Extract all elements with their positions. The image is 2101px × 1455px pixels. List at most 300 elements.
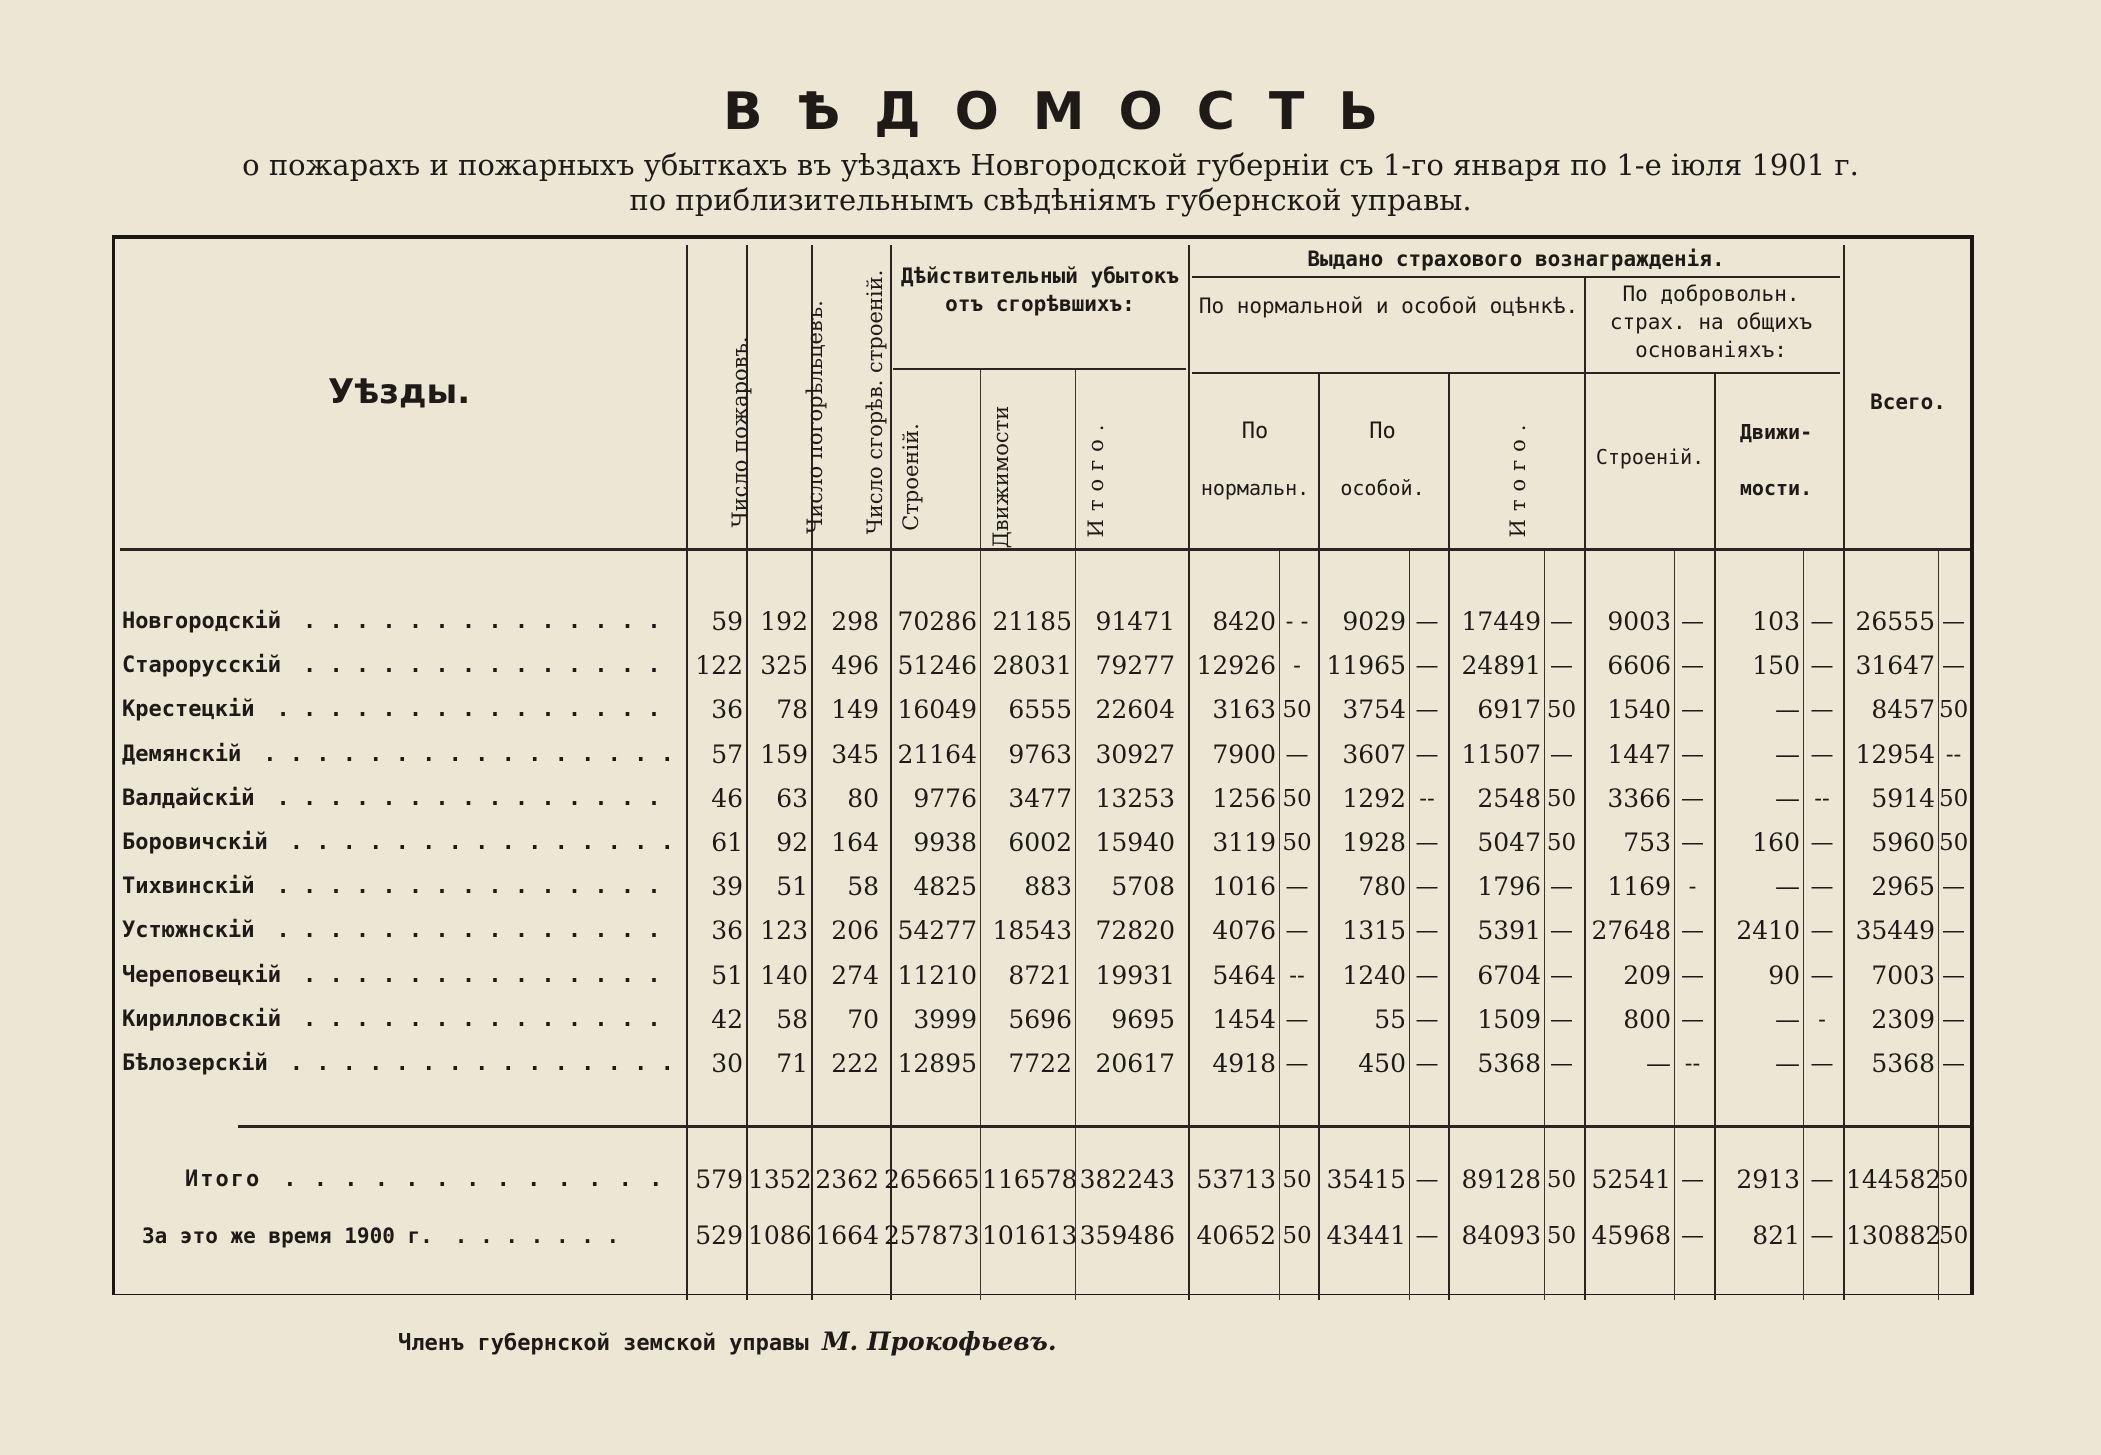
table-cell: — — [1775, 739, 1800, 769]
table-cell: 5696 — [1008, 1004, 1072, 1034]
table-cell: 160 — [1752, 828, 1800, 857]
signature-label: Членъ губернской земской управы — [398, 1331, 809, 1356]
table-cell: 53713 — [1196, 1165, 1276, 1194]
table-cell: 28031 — [992, 651, 1072, 681]
table-cell: 298 — [831, 607, 879, 636]
table-cell: -- — [1945, 741, 1962, 768]
leader-dots: . . . . . . . . . . . . . . . — [289, 1051, 674, 1076]
table-cell: 1352 — [748, 1165, 812, 1194]
table-cell: 92 — [776, 828, 808, 857]
table-cell: 71 — [776, 1049, 808, 1078]
header-vol-movables-2: мости. — [1739, 476, 1813, 500]
leader-dots: . . . . . . . . . . . . . . — [302, 653, 661, 679]
table-cell: 50 — [1282, 830, 1312, 856]
table-cell: 9003 — [1607, 607, 1671, 636]
table-cell: 18543 — [992, 916, 1072, 946]
table-cell: 72820 — [1095, 916, 1175, 946]
table-cell: 63 — [776, 783, 808, 813]
table-cell: — — [1415, 1051, 1439, 1077]
column-rule — [980, 370, 981, 1300]
table-cell: — — [1775, 695, 1800, 725]
row-label — [122, 784, 682, 814]
table-cell: 2548 — [1477, 783, 1541, 813]
table-cell: 54277 — [897, 916, 977, 946]
table-cell: 79277 — [1095, 651, 1175, 681]
table-cell: 50 — [1546, 697, 1577, 724]
leader-dots: . . . . . . . . . . . . . . . — [276, 697, 661, 723]
table-cell: — — [1681, 653, 1704, 680]
header-vol-buildings: Строеній. — [1595, 445, 1705, 469]
table-cell: — — [1810, 609, 1834, 635]
table-cell: - — [1818, 1006, 1826, 1033]
table-cell: — — [1550, 1006, 1573, 1033]
table-cell: — — [1681, 741, 1704, 768]
subtitle-line-1: о пожарахъ и пожарныхъ убыткахъ въ уѣздахъ Новгородской губерніи съ 1-го января по 1-е іюля 1901 г. — [242, 148, 1859, 182]
rule-above-totals — [238, 1125, 1970, 1128]
table-cell: 4918 — [1212, 1049, 1276, 1078]
table-cell: 20617 — [1095, 1049, 1175, 1078]
header-loss-buildings: Строеній. — [899, 423, 923, 531]
table-cell: 274 — [831, 960, 879, 990]
table-cell: 1169 — [1607, 872, 1671, 902]
table-cell: 61 — [711, 828, 743, 857]
table-cell: — — [1415, 918, 1439, 945]
table-cell: 5368 — [1871, 1049, 1935, 1078]
header-po-1: По — [1241, 419, 1269, 444]
table-cell: 9695 — [1111, 1004, 1175, 1034]
table-cell: 123 — [760, 916, 808, 946]
table-cell: -- — [1814, 785, 1830, 812]
table-cell: — — [1415, 1006, 1439, 1033]
table-cell: 7900 — [1212, 739, 1276, 769]
table-cell: 70286 — [897, 607, 977, 636]
header-voluntary: По добровольн. страх. на общихъ основаніяхъ: — [1609, 282, 1813, 362]
column-rule — [1843, 245, 1845, 1300]
table-cell: 1664 — [815, 1221, 879, 1250]
table-cell: 12895 — [897, 1049, 977, 1078]
table-cell: 5391 — [1477, 916, 1541, 946]
table-cell: 6704 — [1477, 960, 1541, 990]
table-cell: 1454 — [1212, 1004, 1276, 1034]
table-cell: — — [1415, 1167, 1439, 1193]
table-cell: 116578 — [982, 1165, 1078, 1194]
table-cell: — — [1810, 697, 1834, 724]
column-rule — [1188, 245, 1190, 1300]
table-cell: 55 — [1374, 1004, 1406, 1034]
table-cell: 345 — [831, 739, 879, 769]
district-name: Кирилловскій — [122, 1006, 281, 1032]
table-cell: 58 — [847, 872, 879, 902]
row-label — [185, 1165, 745, 1195]
table-cell: — — [1681, 1167, 1704, 1193]
leader-dots: . . . . . . . . . . . . . . . . — [263, 741, 674, 767]
table-cell: — — [1810, 653, 1834, 680]
row-label — [142, 1221, 702, 1251]
table-cell: 257873 — [884, 1221, 980, 1250]
table-cell: — — [1681, 1006, 1704, 1033]
signature-person: М. Прокофьевъ. — [821, 1327, 1057, 1356]
table-cell: 12954 — [1855, 739, 1935, 769]
leader-dots: . . . . . . . . . . . . . . . — [276, 874, 661, 900]
table-cell: — — [1942, 918, 1965, 945]
leader-dots: . . . . . . . . . . . . . . — [302, 1006, 661, 1032]
table-cell: — — [1285, 1051, 1309, 1077]
table-cell: 91471 — [1095, 607, 1175, 636]
header-victims: Число погорѣльцевъ. — [803, 300, 827, 534]
table-cell: 9776 — [913, 783, 977, 813]
table-cell: — — [1646, 1049, 1671, 1078]
table-cell: 1292 — [1342, 783, 1406, 813]
district-name: Итого — [185, 1167, 262, 1192]
header-vol-movables-1: Движи- — [1739, 420, 1813, 444]
table-cell: 821 — [1752, 1221, 1800, 1250]
table-cell: 50 — [1939, 785, 1969, 812]
district-name: Крестецкій — [122, 697, 255, 723]
table-cell: 3477 — [1008, 783, 1072, 813]
table-cell: 159 — [760, 739, 808, 769]
table-cell: 7722 — [1008, 1049, 1072, 1078]
table-cell: 753 — [1623, 828, 1671, 857]
table-cell: — — [1810, 1051, 1834, 1077]
leader-dots: . . . . . . . . . . . . . . . — [276, 918, 661, 944]
table-cell: — — [1681, 785, 1704, 812]
table-cell: 58 — [776, 1004, 808, 1034]
district-name: Устюжнскій — [122, 918, 255, 944]
table-cell: 101613 — [982, 1221, 1078, 1250]
table-cell: — — [1942, 962, 1965, 989]
table-cell: 4076 — [1212, 916, 1276, 946]
table-cell: 6002 — [1008, 828, 1072, 857]
table-cell: — — [1810, 830, 1834, 856]
table-cell: 1447 — [1607, 739, 1671, 769]
table-cell: 22604 — [1095, 695, 1175, 725]
table-cell: 883 — [1024, 872, 1072, 902]
table-cell: — — [1681, 609, 1704, 635]
table-cell: 450 — [1358, 1049, 1406, 1078]
rule-header-bottom — [120, 548, 1970, 551]
table-cell: 11507 — [1461, 739, 1541, 769]
table-cell: 1086 — [748, 1221, 812, 1250]
table-cell: 140 — [760, 960, 808, 990]
table-cell: — — [1415, 653, 1439, 680]
table-cell: 3754 — [1342, 695, 1406, 725]
table-cell: 7003 — [1871, 960, 1935, 990]
leader-dots: . . . . . . . . . . . . . . — [302, 962, 661, 988]
column-rule — [890, 245, 892, 1300]
table-cell: 1509 — [1477, 1004, 1541, 1034]
table-cell: 2410 — [1736, 916, 1800, 946]
table-cell: -- — [1419, 785, 1435, 812]
table-cell: — — [1681, 1223, 1704, 1249]
district-name: Новгородскій — [122, 609, 281, 634]
table-cell: 5464 — [1212, 960, 1276, 990]
table-cell: 5960 — [1871, 828, 1935, 857]
table-cell: — — [1550, 874, 1573, 901]
table-cell: — — [1285, 874, 1309, 901]
table-cell: 50 — [1282, 1223, 1312, 1249]
district-name: Валдайскій — [122, 785, 255, 811]
header-uezdy: Уѣзды. — [328, 372, 471, 412]
table-cell: 3163 — [1212, 695, 1276, 725]
table-cell: 42 — [711, 1004, 743, 1034]
table-cell: 35449 — [1855, 916, 1935, 946]
table-cell: 4825 — [913, 872, 977, 902]
district-name: Старорусскій — [122, 653, 281, 679]
row-label — [122, 651, 682, 681]
table-cell: 2362 — [815, 1165, 879, 1194]
header-fires: Число пожаровъ. — [728, 336, 752, 528]
header-osoboy: особой. — [1340, 476, 1425, 500]
table-cell: 206 — [831, 916, 879, 946]
table-cell: 11210 — [897, 960, 977, 990]
row-label — [122, 872, 682, 902]
table-cell: — — [1415, 830, 1439, 856]
document-title: ВѢДОМОСТЬ — [722, 82, 1413, 142]
header-buildings-burnt: Число сгорѣв. строеній. — [863, 269, 887, 535]
table-cell: — — [1810, 1223, 1834, 1249]
table-cell: 529 — [695, 1221, 743, 1250]
subtitle-line-2: по приблизительнымъ свѣдѣніямъ губернской управы. — [629, 183, 1472, 217]
table-cell: 11965 — [1326, 651, 1406, 681]
table-cell: 5708 — [1111, 872, 1175, 902]
table-cell: — — [1810, 918, 1834, 945]
table-cell: - — [1688, 874, 1697, 901]
table-cell: 192 — [760, 607, 808, 636]
table-cell: 13253 — [1095, 783, 1175, 813]
column-rule — [1075, 370, 1076, 1300]
table-cell: 9938 — [913, 828, 977, 857]
table-cell: 50 — [1939, 1167, 1969, 1193]
table-cell: — — [1681, 697, 1704, 724]
row-label — [122, 695, 682, 725]
table-cell: — — [1942, 609, 1965, 635]
table-cell: 15940 — [1095, 828, 1175, 857]
table-cell: 50 — [1282, 785, 1312, 812]
table-cell: — — [1810, 741, 1834, 768]
table-cell: 325 — [760, 651, 808, 681]
table-cell: 21164 — [897, 739, 977, 769]
table-cell: 57 — [711, 739, 743, 769]
leader-dots: . . . . . . . . . . . . . . — [302, 609, 661, 634]
table-cell: — — [1415, 874, 1439, 901]
table-cell: 40652 — [1196, 1221, 1276, 1250]
table-cell: — — [1550, 1051, 1573, 1077]
table-cell: 80 — [847, 783, 879, 813]
table-cell: 1240 — [1342, 960, 1406, 990]
table-cell: — — [1285, 741, 1309, 768]
table-cell: 50 — [1282, 697, 1312, 724]
table-cell: 2913 — [1736, 1165, 1800, 1194]
table-cell: 50 — [1939, 830, 1969, 856]
district-name: Демянскій — [122, 741, 242, 767]
leader-dots: . . . . . . . . . . . . . — [283, 1167, 665, 1192]
table-cell: 8721 — [1008, 960, 1072, 990]
table-cell: 16049 — [897, 695, 977, 725]
table-cell: 50 — [1939, 697, 1969, 724]
table-cell: — — [1942, 874, 1965, 901]
table-cell: 144582 — [1846, 1165, 1942, 1194]
header-loss-total: Итого. — [1084, 416, 1108, 538]
table-cell: — — [1681, 830, 1704, 856]
rule-under-actual-loss — [893, 368, 1186, 370]
table-cell: 36 — [711, 695, 743, 725]
table-cell: 5368 — [1477, 1049, 1541, 1078]
table-cell: 50 — [1546, 1223, 1577, 1249]
table-cell: — — [1942, 1051, 1965, 1077]
table-cell: 50 — [1546, 830, 1577, 856]
district-name: Череповецкій — [122, 962, 281, 988]
table-cell: 45968 — [1591, 1221, 1671, 1250]
table-cell: 9763 — [1008, 739, 1072, 769]
table-cell: -- — [1684, 1051, 1701, 1077]
table-cell: 1315 — [1342, 916, 1406, 946]
rule-under-insurance — [1192, 276, 1840, 278]
table-cell: 780 — [1358, 872, 1406, 902]
table-cell: 78 — [776, 695, 808, 725]
table-cell: — — [1775, 1049, 1800, 1078]
table-cell: — — [1810, 874, 1834, 901]
table-cell: 27648 — [1591, 916, 1671, 946]
table-cell: — — [1775, 783, 1800, 813]
table-cell: 51246 — [897, 651, 977, 681]
row-label — [122, 828, 682, 858]
table-cell: 359486 — [1079, 1221, 1175, 1250]
table-cell: 50 — [1282, 1167, 1312, 1193]
table-cell: — — [1285, 918, 1309, 945]
table-cell: 36 — [711, 916, 743, 946]
table-cell: — — [1550, 653, 1573, 680]
table-cell: — — [1285, 1006, 1309, 1033]
table-cell: 89128 — [1461, 1165, 1541, 1194]
rule-under-insurance-sub — [1192, 372, 1840, 374]
district-name: Тихвинскій — [122, 874, 255, 900]
district-name: За это же время 1900 г. — [142, 1224, 433, 1248]
table-cell: — — [1415, 609, 1439, 635]
table-cell: 265665 — [884, 1165, 980, 1194]
header-actual-loss: Дѣйствительный убытокъ отъ сгорѣвшихъ: — [900, 264, 1180, 316]
row-label — [122, 607, 682, 637]
table-cell: 222 — [831, 1049, 879, 1078]
table-cell: — — [1775, 872, 1800, 902]
table-cell: 59 — [711, 607, 743, 636]
table-cell: 3119 — [1212, 828, 1276, 857]
table-cell: 50 — [1546, 785, 1577, 812]
table-cell: 149 — [831, 695, 879, 725]
table-cell: -- — [1289, 962, 1305, 989]
table-cell: 130882 — [1846, 1221, 1942, 1250]
table-cell: 50 — [1939, 1223, 1969, 1249]
table-cell: 800 — [1623, 1004, 1671, 1034]
table-cell: 103 — [1752, 607, 1800, 636]
table-cell: 122 — [695, 651, 743, 681]
table-cell: 43441 — [1326, 1221, 1406, 1250]
table-cell: 5047 — [1477, 828, 1541, 857]
signature — [398, 1327, 1057, 1356]
table-cell: — — [1550, 918, 1573, 945]
table-cell: — — [1681, 962, 1704, 989]
table-cell: — — [1550, 741, 1573, 768]
header-loss-movables: Движимости — [989, 405, 1013, 549]
header-insurance: Выдано страхового вознагражденія. — [1307, 247, 1725, 271]
table-cell: 382243 — [1079, 1165, 1175, 1194]
table-cell: 496 — [831, 651, 879, 681]
leader-dots: . . . . . . . — [454, 1224, 620, 1248]
district-name: Бѣлозерскій — [122, 1051, 268, 1076]
row-label — [122, 1005, 682, 1035]
table-cell: 1796 — [1477, 872, 1541, 902]
table-cell: - — [1293, 653, 1301, 680]
table-cell: — — [1681, 918, 1704, 945]
table-cell: 30927 — [1095, 739, 1175, 769]
table-cell: — — [1550, 609, 1573, 635]
table-cell: 1256 — [1212, 783, 1276, 813]
table-cell: — — [1415, 962, 1439, 989]
table-cell: 70 — [847, 1004, 879, 1034]
row-label — [122, 1049, 682, 1079]
leader-dots: . . . . . . . . . . . . . . . — [276, 785, 661, 811]
row-label — [122, 740, 682, 770]
district-name: Боровичскій — [122, 830, 268, 855]
table-cell: 3366 — [1607, 783, 1671, 813]
table-cell: 6917 — [1477, 695, 1541, 725]
table-cell: — — [1810, 962, 1834, 989]
table-cell: 209 — [1623, 960, 1671, 990]
row-label — [122, 916, 682, 946]
table-cell: 150 — [1752, 651, 1800, 681]
table-cell: 1540 — [1607, 695, 1671, 725]
table-cell: — — [1942, 653, 1965, 680]
table-cell: — — [1415, 741, 1439, 768]
table-cell: 51 — [711, 960, 743, 990]
table-cell: 8420 — [1212, 607, 1276, 636]
table-cell: 3999 — [913, 1004, 977, 1034]
table-cell: — — [1550, 962, 1573, 989]
table-cell: 31647 — [1855, 651, 1935, 681]
table-cell: — — [1810, 1167, 1834, 1193]
table-cell: 51 — [776, 872, 808, 902]
table-cell: 26555 — [1855, 607, 1935, 636]
table-cell: 6606 — [1607, 651, 1671, 681]
row-label — [122, 961, 682, 991]
table-cell: 24891 — [1461, 651, 1541, 681]
table-cell: 579 — [695, 1165, 743, 1194]
table-cell: - - — [1285, 609, 1309, 635]
table-cell: — — [1415, 697, 1439, 724]
table-cell: 90 — [1768, 960, 1800, 990]
table-cell: 84093 — [1461, 1221, 1541, 1250]
table-cell: 17449 — [1461, 607, 1541, 636]
leader-dots: . . . . . . . . . . . . . . . — [289, 830, 674, 855]
table-cell: 2965 — [1871, 872, 1935, 902]
table-cell: 3607 — [1342, 739, 1406, 769]
column-rule — [686, 245, 688, 1300]
table-cell: 164 — [831, 828, 879, 857]
table-cell: — — [1415, 1223, 1439, 1249]
table-cell: 6555 — [1008, 695, 1072, 725]
table-cell: 52541 — [1591, 1165, 1671, 1194]
header-ns-total: Итого. — [1506, 416, 1530, 538]
header-normal-special: По нормальной и особой оцѣнкѣ. — [1198, 294, 1579, 318]
table-cell: 9029 — [1342, 607, 1406, 636]
table-cell: 1016 — [1212, 872, 1276, 902]
table-cell: 1928 — [1342, 828, 1406, 857]
table-cell: 5914 — [1871, 783, 1935, 813]
table-cell: 2309 — [1871, 1004, 1935, 1034]
table-cell: 12926 — [1196, 651, 1276, 681]
table-cell: 19931 — [1095, 960, 1175, 990]
table-cell: 39 — [711, 872, 743, 902]
table-cell: 35415 — [1326, 1165, 1406, 1194]
